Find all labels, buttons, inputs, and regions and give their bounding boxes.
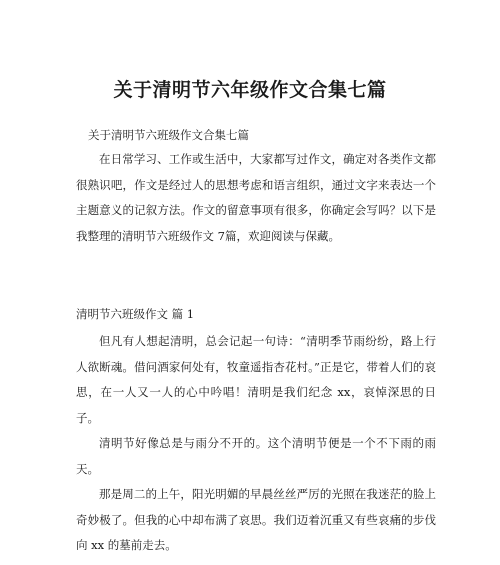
section-heading: 清明节六班级作文 篇 1: [76, 307, 195, 321]
body-paragraph-2: 清明节好像总是与雨分不开的。这个清明节便是一个不下雨的雨天。: [76, 436, 436, 476]
body-paragraph-3: 那是周二的上午，阳光明媚的早晨丝丝严厉的光照在我迷茫的脸上奇妙极了。但我的心中却布满了哀思。我们迈着沉重又有些哀痛的步伐向 xx 的墓前走去。: [76, 487, 436, 552]
document-title: 关于清明节六年级作文合集七篇: [113, 79, 387, 101]
body-paragraph-1: 但凡有人想起清明，总会记起一句诗：“清明季节雨纷纷，路上行人欲断魂。借问酒家何处有，牧童遥指杏花村。”正是它，带着人们的哀思，在一人又一人的心中吟唱！清明是我们纪念 xx，哀悼深思的日子。: [76, 334, 436, 425]
document-subtitle: 关于清明节六班级作文合集七篇: [88, 128, 249, 142]
intro-paragraph: 在日常学习、工作或生活中，大家都写过作文，确定对各类作文都很熟识吧，作文是经过人的思想考虑和语言组织，通过文字来表达一个主题意义的记叙方法。作文的留意事项有很多，你确定会写吗？以下是我整理的清明节六班级作文 7篇，欢迎阅读与保藏。: [76, 152, 436, 243]
